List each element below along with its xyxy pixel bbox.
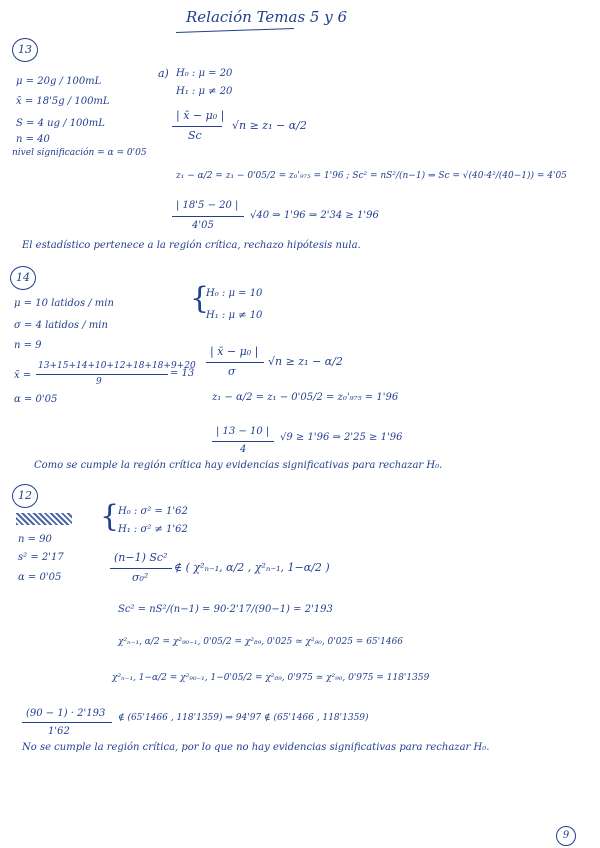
p14-xbar-fraction-bar xyxy=(36,374,168,375)
p13-conclusion: El estadístico pertenece a la región crítica, rechazo hipótesis nula. xyxy=(22,240,361,251)
p12-calc-denominator: 1'62 xyxy=(48,726,70,737)
p13-calc-denominator: 4'05 xyxy=(192,220,214,231)
p13-region-numerator: | x̄ − μ₀ | xyxy=(176,109,225,122)
p14-calc-fraction-bar xyxy=(212,441,274,442)
p13-calc-fraction-bar xyxy=(172,216,244,217)
problem-12-number: 12 xyxy=(12,484,38,508)
p13-given-xbar: x̄ = 18'5g / 100mL xyxy=(16,96,110,107)
problem-13-number: 13 xyxy=(12,38,38,62)
p13-given-alpha: nivel significación = α = 0'05 xyxy=(12,148,147,158)
p14-hyp-h1: H₁ : μ ≠ 10 xyxy=(206,310,263,321)
p12-calc-numerator: (90 − 1) · 2'193 xyxy=(26,708,106,719)
p13-region-denominator: Sc xyxy=(188,129,202,142)
page-title: Relación Temas 5 y 6 xyxy=(186,8,348,26)
problem-14-number: 14 xyxy=(10,266,36,290)
p12-chi-low: χ²ₙ₋₁, α/2 = χ²₉₀₋₁, 0'05/2 = χ²₈₉, 0'025 ≃ χ²₉₀, 0'025 = 65'1466 xyxy=(118,637,404,647)
p14-calc-numerator: | 13 − 10 | xyxy=(216,426,270,437)
p12-hyp-h0: H₀ : σ² = 1'62 xyxy=(118,506,188,517)
p13-calc-result: √40 ⇒ 1'96 ⇒ 2'34 ≥ 1'96 xyxy=(250,210,379,221)
p13-hyp-h1: H₁ : μ ≠ 20 xyxy=(176,86,233,97)
p13-z-line: z₁ − α/2 = z₁ − 0'05/2 = z₀'₉₇₅ = 1'96 ; Sc² = nS²/(n−1) ⇒ Sc = √(40·4²/(40−1)) = 4'05 xyxy=(176,171,567,181)
p13-calc-numerator: | 18'5 − 20 | xyxy=(176,200,239,211)
p14-calc-denominator: 4 xyxy=(240,444,247,455)
p14-region-denominator: σ xyxy=(228,365,236,378)
p14-region-numerator: | x̄ − μ₀ | xyxy=(210,345,259,358)
p12-calc-result: ∉ (65'1466 , 118'1359) ⇒ 94'97 ∉ (65'1466 , 118'1359) xyxy=(118,713,369,723)
crossed-out-text xyxy=(16,513,72,525)
p14-hyp-h0: H₀ : μ = 10 xyxy=(206,288,263,299)
p14-hypothesis-brace: { xyxy=(190,281,210,316)
p13-given-n: n = 40 xyxy=(16,134,50,145)
p12-given-n: n = 90 xyxy=(18,534,52,545)
p14-region-fraction-bar xyxy=(206,362,264,363)
p13-given-s: S = 4 ug / 100mL xyxy=(16,118,105,129)
p14-z-line: z₁ − α/2 = z₁ − 0'05/2 = z₀'₉₇₅ = 1'96 xyxy=(212,392,399,403)
p13-region-condition: √n ≥ z₁ − α/2 xyxy=(232,119,307,132)
p14-given-mu: μ = 10 latidos / min xyxy=(14,298,114,309)
p12-hypothesis-brace: { xyxy=(100,499,120,534)
p12-chi-high: χ²ₙ₋₁, 1−α/2 = χ²₉₀₋₁, 1−0'05/2 = χ²₈₉, 0'975 ≃ χ²₉₀, 0'975 = 118'1359 xyxy=(112,673,430,683)
p12-region-condition: ∉ ( χ²ₙ₋₁, α/2 , χ²ₙ₋₁, 1−α/2 ) xyxy=(174,561,330,574)
p14-calc-result: √9 ≥ 1'96 ⇒ 2'25 ≥ 1'96 xyxy=(280,432,403,443)
p12-given-alpha: α = 0'05 xyxy=(18,572,62,583)
p14-conclusion: Como se cumple la región crítica hay evidencias significativas para rechazar H₀. xyxy=(34,460,443,471)
p13-given-mu: μ = 20g / 100mL xyxy=(16,76,102,87)
p14-xbar-denominator: 9 xyxy=(96,377,102,387)
p12-region-numerator: (n−1) Sc² xyxy=(114,551,168,564)
p13-hyp-h0: H₀ : μ = 20 xyxy=(176,68,233,79)
p14-region-condition: √n ≥ z₁ − α/2 xyxy=(268,355,343,368)
p12-conclusion: No se cumple la región crítica, por lo que no hay evidencias significativas para rechazar H₀. xyxy=(22,742,490,753)
p12-hyp-h1: H₁ : σ² ≠ 1'62 xyxy=(118,524,188,535)
p12-calc-fraction-bar xyxy=(22,722,112,723)
p12-sc-line: Sc² = nS²/(n−1) = 90·2'17/(90−1) = 2'193 xyxy=(118,604,333,615)
p14-xbar-label: x̄ = xyxy=(14,370,32,381)
page-number: 9 xyxy=(556,826,576,846)
p13-part-label: a) xyxy=(158,67,169,80)
title-underline xyxy=(176,28,294,33)
p13-region-fraction-bar xyxy=(172,126,222,127)
p14-given-n: n = 9 xyxy=(14,340,42,351)
p14-alpha: α = 0'05 xyxy=(14,394,58,405)
p14-xbar-numerator: 13+15+14+10+12+18+18+9+20 xyxy=(38,361,196,371)
p12-region-denominator: σ₀² xyxy=(132,571,149,584)
p12-region-fraction-bar xyxy=(110,568,172,569)
p14-xbar-result: = 13 xyxy=(170,368,195,379)
p14-given-sigma: σ = 4 latidos / min xyxy=(14,320,108,331)
p12-given-s2: s² = 2'17 xyxy=(18,552,64,563)
